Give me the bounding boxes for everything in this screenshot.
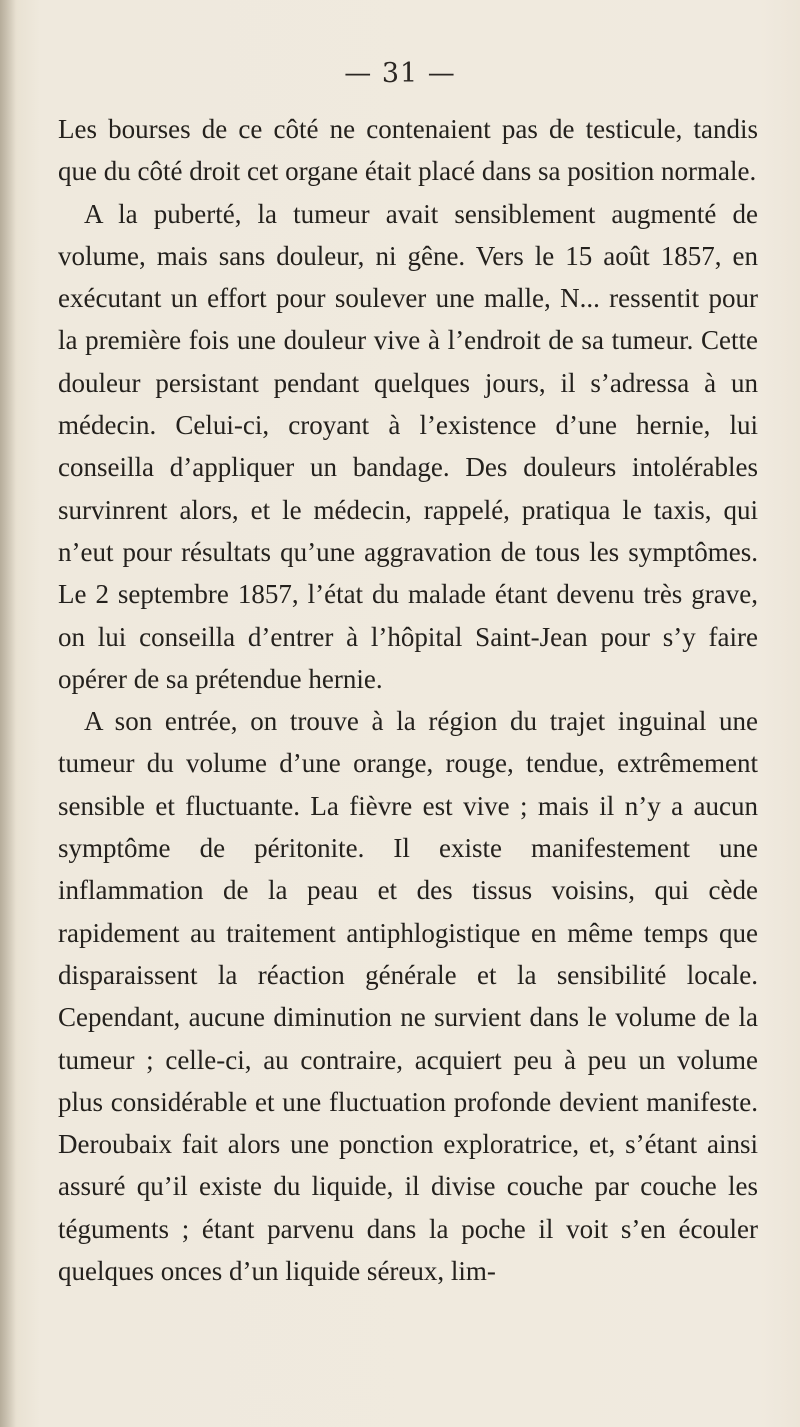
body-text xyxy=(58,108,758,1292)
paragraph-2: A la puberté, la tumeur avait sensiblement augmenté de volume, mais sans douleur, ni gêne. Vers le 15 août 1857, en exécutant un effort pour soulever une malle, N... ressentit pour la première fois une douleur vive à l’endroit de sa tumeur. Cette douleur persistant pendant quelques jours, il s’adressa à un médecin. Celui-ci, croyant à l’existence d’une hernie, lui conseilla d’appliquer un bandage. Des douleurs intolérables survinrent alors, et le médecin, rappelé, pratiqua le taxis, qui n’eut pour résultats qu’une aggravation de tous les symptômes. Le 2 septembre 1857, l’état du malade étant devenu très grave, on lui conseilla d’entrer à l’hôpital Saint-Jean pour s’y faire opérer de sa prétendue hernie. xyxy=(58,198,758,694)
paragraph-1: Les bourses de ce côté ne contenaient pas de testicule, tandis que du côté droit cet organe était placé dans sa position normale. xyxy=(58,114,758,187)
paragraph-3: A son entrée, on trouve à la région du trajet inguinal une tumeur du volume d’une orange, rouge, tendue, extrêmement sensible et fluctuante. La fièvre est vive ; mais il n’y a aucun symptôme de péritonite. Il existe manifestement une inflammation de la peau et des tissus voisins, qui cède rapidement au traitement antiphlogistique en même temps que disparaissent la réaction générale et la sensibilité locale. Cependant, aucune diminution ne survient dans le volume de la tumeur ; celle-ci, au contraire, acquiert peu à peu un volume plus considérable et une fluctuation profonde devient manifeste. Deroubaix fait alors une ponction exploratrice, et, s’étant ainsi assuré qu’il existe du liquide, il divise couche par couche les téguments ; étant parvenu dans la poche il voit s’en écouler quelques onces d’un liquide séreux, lim- xyxy=(58,706,758,1287)
page-edge-shadow xyxy=(0,0,16,1427)
page-number: — 31 — xyxy=(344,58,456,89)
